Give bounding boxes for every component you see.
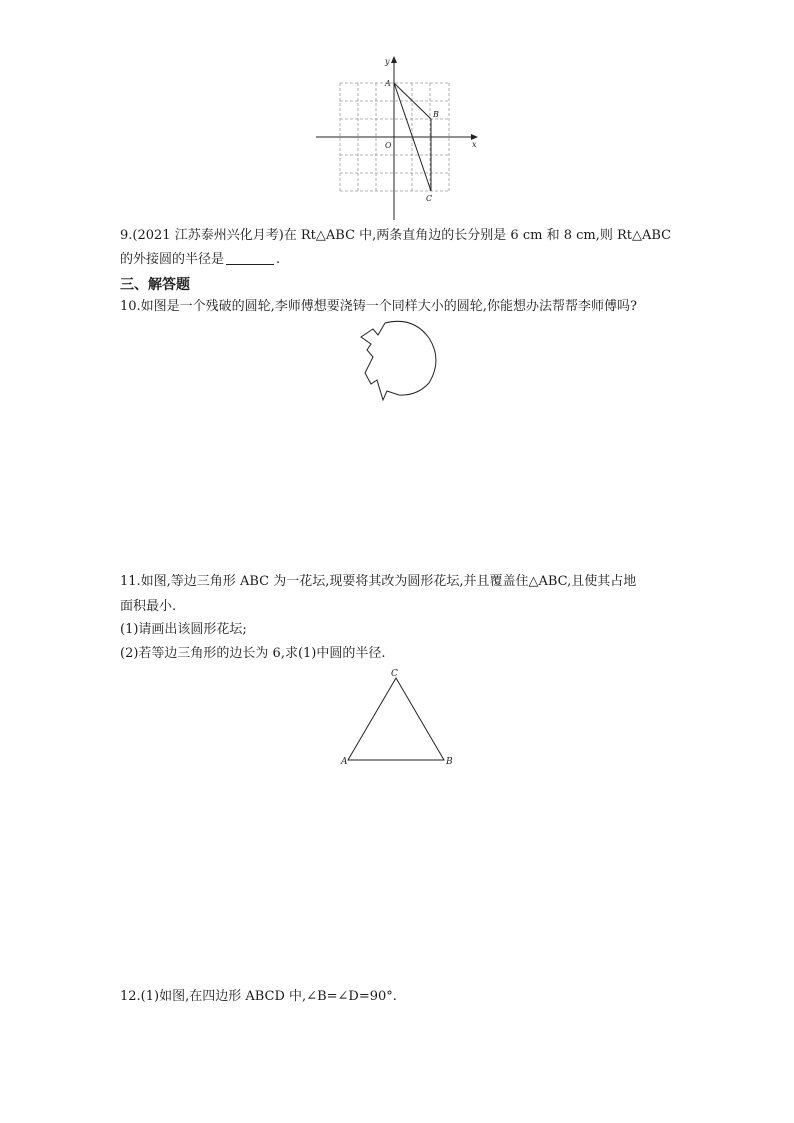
point-a-label: A [385,79,391,88]
q9-line2 [120,250,280,270]
broken-wheel-shape [361,321,436,400]
q9-line1 [120,226,671,246]
q9-text: (2021 江苏泰州兴化月考)在 Rt△ABC 中,两条直角边的长分别是 6 cm 和 8 cm,则 Rt△ABC [132,228,672,243]
y-axis-label: y [385,57,390,66]
q9-line2-post: . [276,252,281,267]
q11-part1: (1)请画出该圆形花坛; [120,622,247,637]
triangle-abc-outline [348,678,444,760]
origin-label: O [385,141,392,150]
q11-line1: 11.如图,等边三角形 ABC 为一花坛,现要将其改为圆形花坛,并且覆盖住△ABC,且使其占地 [120,574,637,589]
section-heading: 三、解答题 [120,277,190,293]
answer-blank[interactable] [226,250,274,265]
vertex-b-label: B [446,757,453,767]
broken-wheel-figure [355,320,441,402]
q11-line2: 面积最小. [120,599,177,614]
point-c-label: C [426,194,433,203]
q10-text: 10.如图是一个残破的圆轮,李师傅想要浇铸一个同样大小的圆轮,你能想办法帮帮李师傅吗? [120,299,637,314]
q12-text: 12.(1)如图,在四边形 ABCD 中,∠B=∠D=90°. [120,989,397,1004]
q9-line2-pre: 的外接圆的半径是 [120,252,225,267]
point-b-label: B [433,110,439,119]
q9-number: 9. [120,228,133,243]
coordinate-grid-figure [310,52,490,224]
equilateral-triangle-figure [336,664,462,770]
x-axis-label: x [472,140,477,149]
vertex-c-label: C [391,669,398,679]
vertex-a-label: A [341,757,348,767]
y-axis-arrow [391,56,397,63]
q11-part2: (2)若等边三角形的边长为 6,求(1)中圆的半径. [120,646,386,661]
